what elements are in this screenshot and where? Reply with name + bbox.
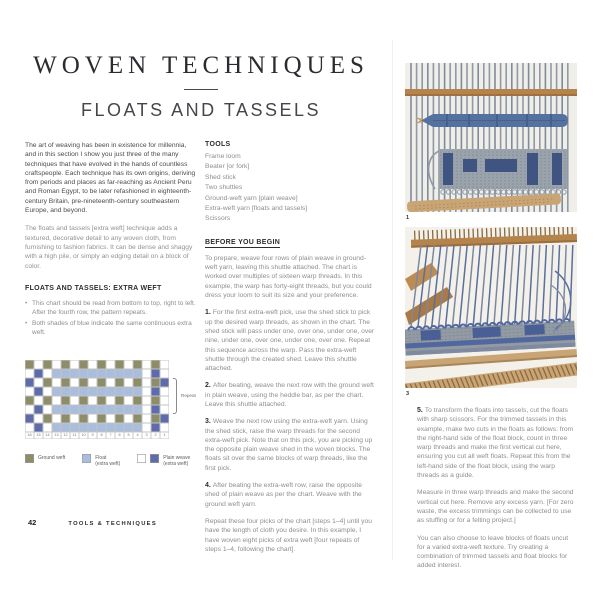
chart-cell xyxy=(151,387,160,396)
chart-cell xyxy=(52,360,61,369)
chart-cell xyxy=(70,405,79,414)
step-5-block xyxy=(405,406,577,571)
loom-photo-1 xyxy=(405,63,577,212)
chart-cell xyxy=(142,369,151,378)
legend-item xyxy=(82,454,120,467)
chart-cell xyxy=(115,396,124,405)
chart-cell xyxy=(61,423,70,432)
chart-cell xyxy=(79,423,88,432)
repeat-note: Repeat these four picks of the chart [steps 1–4] until you have the length of cloth you desire. In this example, I have woven eight picks of extra weft [four repeats of steps 1–4, following the chart]. xyxy=(205,517,372,553)
chart-cell xyxy=(34,414,43,423)
chart-cell xyxy=(142,378,151,387)
chart-cell xyxy=(88,387,97,396)
right-page xyxy=(405,63,577,571)
chart-cell xyxy=(142,396,151,405)
chart-cell xyxy=(70,414,79,423)
tool-item: Scissors xyxy=(205,215,231,223)
step-2 xyxy=(205,381,377,409)
step-number: 5. xyxy=(417,407,423,414)
chart-cell xyxy=(70,387,79,396)
chart-column-number: 2 xyxy=(151,432,160,439)
legend-label: Plain weave (extra weft) xyxy=(163,454,191,467)
chart-column-number: 1 xyxy=(160,432,169,439)
chart-cell xyxy=(106,414,115,423)
chart-cell xyxy=(88,378,97,387)
chart-cell xyxy=(34,360,43,369)
chart-column-number: 5 xyxy=(124,432,133,439)
chart-cell xyxy=(34,423,43,432)
chart-cell xyxy=(151,369,160,378)
chart-column-number: 11 xyxy=(70,432,79,439)
chart-cell xyxy=(142,387,151,396)
chart-note: • Both shades of blue indicate the same continuous extra weft. xyxy=(25,319,197,337)
step-number: 4. xyxy=(205,482,211,490)
chart-cell xyxy=(124,387,133,396)
chart-cell xyxy=(151,423,160,432)
tools-heading: TOOLS xyxy=(205,141,231,148)
chart-cell xyxy=(43,387,52,396)
chart-cell xyxy=(61,369,70,378)
chart-cell xyxy=(79,405,88,414)
chart-column-number: 6 xyxy=(115,432,124,439)
chart-cell xyxy=(151,405,160,414)
chart-cell xyxy=(34,387,43,396)
chart-cell xyxy=(106,369,115,378)
chart-cell xyxy=(25,387,34,396)
chart-cell xyxy=(133,369,142,378)
chart-cell xyxy=(133,387,142,396)
chart-cell xyxy=(97,360,106,369)
title-divider xyxy=(184,89,218,90)
chart-cell xyxy=(70,369,79,378)
chart-cell xyxy=(61,387,70,396)
chart-cell xyxy=(43,414,52,423)
chart-cell xyxy=(133,405,142,414)
left-page xyxy=(25,52,377,554)
chart-cell xyxy=(79,396,88,405)
step-5 xyxy=(417,406,577,480)
chart-cell xyxy=(88,405,97,414)
chart-cell xyxy=(151,378,160,387)
step-5-paragraph-3: You can also choose to leave blocks of floats uncut for a varied extra-weft texture. Try creating a combination of trimmed tassels and float blocks for added interest. xyxy=(417,534,569,570)
chart-cell xyxy=(52,423,61,432)
legend-swatch xyxy=(25,454,34,463)
chart-column-number: 3 xyxy=(142,432,151,439)
tool-item: Extra-weft yarn [floats and tassels] xyxy=(205,205,308,213)
before-you-begin-heading: BEFORE YOU BEGIN xyxy=(205,239,280,249)
chart-cell xyxy=(79,360,88,369)
chart-cell xyxy=(25,360,34,369)
chart-cell xyxy=(160,378,169,387)
chart-cell xyxy=(151,414,160,423)
chart-cell xyxy=(88,360,97,369)
photo-2-label: 3 xyxy=(406,391,410,397)
chart-cell xyxy=(142,423,151,432)
legend-swatch xyxy=(137,454,146,463)
page-number: 42 xyxy=(28,518,37,527)
chart-cell xyxy=(79,414,88,423)
chart-cell xyxy=(43,423,52,432)
chart-cell xyxy=(70,360,79,369)
photo-1-figure xyxy=(405,63,577,221)
chart-cell xyxy=(88,396,97,405)
step-number: 2. xyxy=(205,382,211,390)
chart-cell xyxy=(124,369,133,378)
left-text-column xyxy=(25,141,197,554)
chart-cell xyxy=(133,423,142,432)
right-text-column xyxy=(205,141,377,554)
chart-cell xyxy=(25,423,34,432)
chart-cell xyxy=(34,396,43,405)
chart-cell xyxy=(142,405,151,414)
chart-heading: FLOATS AND TASSELS: EXTRA WEFT xyxy=(25,284,162,292)
chart-cell xyxy=(106,405,115,414)
chart-cell xyxy=(106,378,115,387)
chart-cell xyxy=(25,414,34,423)
chart-cell xyxy=(25,378,34,387)
step-1 xyxy=(205,308,377,373)
step-5-paragraph-2: Measure in three warp threads and make the second vertical cut here. Remove any excess yarn. [For zero waste, the excess trimmings can be collected to use as stuffing or for a felting project.] xyxy=(417,489,574,525)
step-text: After beating the extra-weft row, raise the opposite shed of plain weave as per the chart. Weave with the ground weft yarn. xyxy=(205,482,362,508)
chart-cell xyxy=(70,378,79,387)
chart-cell xyxy=(61,360,70,369)
chart-cell xyxy=(115,378,124,387)
chart-column-number: 10 xyxy=(79,432,88,439)
chart-cell xyxy=(160,369,169,378)
chart-cell xyxy=(25,369,34,378)
chart-cell xyxy=(43,396,52,405)
repeat-label: Repeat xyxy=(181,392,196,398)
chart-cell xyxy=(106,396,115,405)
step-4 xyxy=(205,481,377,509)
chart-cell xyxy=(133,360,142,369)
before-you-begin-text: To prepare, weave four rows of plain weave in ground-weft yarn, leaving this shuttle attached. The chart is worked over multiples of sixteen warp threads. In this example, the warp has forty-eight threads, but you could dress your loom to suit its size and your preference. xyxy=(205,254,372,300)
chart-cell xyxy=(52,369,61,378)
tool-item: Beater [or fork] xyxy=(205,163,250,171)
chart-cell xyxy=(43,360,52,369)
weave-grid xyxy=(25,360,169,432)
chart-cell xyxy=(160,405,169,414)
chart-cell xyxy=(124,414,133,423)
chart-cell xyxy=(34,378,43,387)
chart-cell xyxy=(43,369,52,378)
legend-item xyxy=(25,454,65,463)
chart-cell xyxy=(106,360,115,369)
chapter-header xyxy=(25,52,377,121)
page-footer xyxy=(28,518,157,527)
chart-cell xyxy=(34,369,43,378)
chart-cell xyxy=(142,414,151,423)
chart-cell xyxy=(25,405,34,414)
photo-1-label: 1 xyxy=(406,215,410,221)
chart-cell xyxy=(124,360,133,369)
legend-swatch xyxy=(82,454,91,463)
chart-cell xyxy=(124,396,133,405)
chart-cell xyxy=(97,369,106,378)
chart-cell xyxy=(115,414,124,423)
chart-column-number: 4 xyxy=(133,432,142,439)
chart-cell xyxy=(160,414,169,423)
chart-column-number: 7 xyxy=(106,432,115,439)
chart-cell xyxy=(43,405,52,414)
legend-swatch xyxy=(150,454,159,463)
chart-cell xyxy=(43,378,52,387)
chart-column-number: 8 xyxy=(97,432,106,439)
chart-cell xyxy=(88,423,97,432)
tools-list xyxy=(205,152,377,225)
chart-cell xyxy=(79,369,88,378)
chart-cell xyxy=(151,360,160,369)
step-number: 3. xyxy=(205,418,211,426)
chart-cell xyxy=(115,405,124,414)
technique-paragraph: The floats and tassels [extra weft] technique adds a textured, decorative detail to any woven cloth, from furnishing to fashion fabrics. It can be dense and shaggy with a high pile, or simply an edging detail on a block of color. xyxy=(25,225,193,270)
chart-cell xyxy=(160,423,169,432)
chart-cell xyxy=(79,378,88,387)
step-text: Weave the next row using the extra-weft yarn. Using the shed stick, raise the warp threads for the second extra-weft pick. Note that on this pick, you are picking up the opposite plain weave shed in the woven blocks. The floats sit over the same blocks of warp threads, like the first pick. xyxy=(205,418,373,472)
chart-cell xyxy=(151,396,160,405)
chart-cell xyxy=(52,396,61,405)
step-text: After beating, weave the next row with the ground weft in plain weave, using the heddle bar, as per the chart. Leave this shuttle attached. xyxy=(205,382,374,408)
chart-cell xyxy=(88,414,97,423)
step-text: To transform the floats into tassels, cut the floats with sharp scissors. For the trimmed tassels in this example, make two cuts in the floats as follows: from the right-hand side of the float block, count in three warp threads and make the first vertical cut here, ensuring you cut all weft floats. Repeat this from the left-hand side of the float block, using the warp threads as a guide. xyxy=(417,407,574,480)
chart-notes xyxy=(25,299,197,337)
chart-cell xyxy=(142,360,151,369)
chart-cell xyxy=(61,414,70,423)
chart-cell xyxy=(133,396,142,405)
chart-note: • This chart should be read from bottom to top, right to left. After the fourth row, the pattern repeats. xyxy=(25,299,197,317)
chart-cell xyxy=(160,396,169,405)
chart-cell xyxy=(133,414,142,423)
chart-cell xyxy=(61,396,70,405)
chart-column-number: 13 xyxy=(52,432,61,439)
chart-cell xyxy=(88,369,97,378)
chart-cell xyxy=(133,378,142,387)
page-subtitle: FLOATS AND TASSELS xyxy=(80,100,322,120)
legend-label: Ground weft xyxy=(38,454,66,461)
chart-cell xyxy=(34,405,43,414)
chart-cell xyxy=(97,378,106,387)
chart-cell xyxy=(106,423,115,432)
chart-column-number: 16 xyxy=(25,432,34,439)
step-3 xyxy=(205,417,377,473)
chart-cell xyxy=(61,405,70,414)
chart-cell xyxy=(115,360,124,369)
chart-cell xyxy=(160,360,169,369)
chart-cell xyxy=(97,423,106,432)
tool-item: Shed stick xyxy=(205,173,236,181)
chart-cell xyxy=(124,378,133,387)
chart-cell xyxy=(124,423,133,432)
legend-label: Float (extra weft) xyxy=(95,454,121,467)
chart-cell xyxy=(97,387,106,396)
chart-cell xyxy=(61,378,70,387)
chart-cell xyxy=(79,387,88,396)
step-text: For the first extra-weft pick, use the shed stick to pick up the desired warp threads, as shown in the chart. The shed stick will pass under one, over one, under one, over nine, under one, over one, under one, over one. Repeat this sequence across the warp. Pass the extra-weft shuttle through the created shed. Leave this shuttle attached. xyxy=(205,309,375,373)
chart-cell xyxy=(25,396,34,405)
chart-cell xyxy=(106,387,115,396)
chart-cell xyxy=(52,378,61,387)
tool-item: Frame loom xyxy=(205,153,241,160)
chart-cell xyxy=(124,405,133,414)
chart-legend xyxy=(25,454,197,467)
page-title: WOVEN TECHNIQUES xyxy=(33,52,369,79)
step-number: 1. xyxy=(205,309,211,317)
chart-cell xyxy=(115,369,124,378)
tool-item: Ground-weft yarn [plain weave] xyxy=(205,194,298,202)
chart-cell xyxy=(97,396,106,405)
intro-paragraph: The art of weaving has been in existence for millennia, and in this section I show you just three of the many techniques that have evolved in the hands of countless craftspeople. Each technique has its own origins, deriving from periods and places as far-reaching as Ancient Peru and Roman Egypt, to be later refashioned in eighteenth-century Britain, pre-nineteenth-century southeastern Europe, and beyond. xyxy=(25,142,196,215)
chart-column-number: 12 xyxy=(61,432,70,439)
chart-cell xyxy=(52,414,61,423)
chart-cell xyxy=(97,414,106,423)
chart-cell xyxy=(97,405,106,414)
chart-cell xyxy=(52,387,61,396)
chart-cell xyxy=(70,396,79,405)
chart-column-number: 9 xyxy=(88,432,97,439)
chart-cell xyxy=(115,387,124,396)
weaving-chart xyxy=(25,360,197,467)
chart-column-number: 15 xyxy=(34,432,43,439)
chart-column-number: 14 xyxy=(43,432,52,439)
chart-cell xyxy=(52,405,61,414)
repeat-bracket xyxy=(173,378,177,414)
section-label: TOOLS & TECHNIQUES xyxy=(68,521,158,527)
chart-cell xyxy=(115,423,124,432)
legend-item xyxy=(137,454,190,467)
chart-cell xyxy=(70,423,79,432)
photo-2-figure xyxy=(405,227,577,397)
page-gutter xyxy=(392,40,393,560)
chart-cell xyxy=(160,387,169,396)
warp-thread-numbers xyxy=(25,432,169,439)
loom-photo-2 xyxy=(405,227,577,388)
tool-item: Two shuttles xyxy=(205,184,243,192)
